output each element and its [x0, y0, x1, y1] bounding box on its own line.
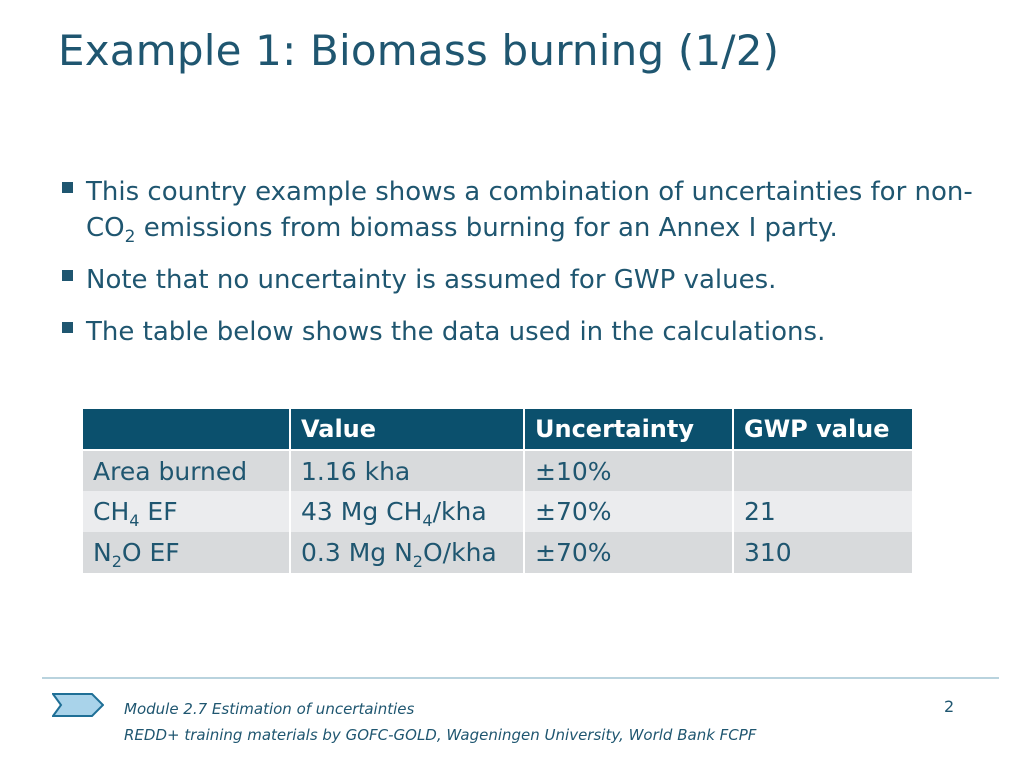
header-cell-value: Value — [290, 409, 524, 450]
bullet-item-2 — [62, 262, 1012, 298]
row-label-pre: N — [93, 538, 112, 567]
bullet-subscript: 2 — [124, 227, 136, 248]
bullet-item-1 — [62, 174, 1012, 246]
row-label-subscript: 2 — [111, 552, 122, 571]
bullet-text-pre: This country example shows a combination of uncertainties for non-CO — [86, 177, 973, 243]
table-header-row — [83, 409, 912, 450]
row-value-cell — [290, 450, 524, 491]
row-value-text: 1.16 kha — [301, 456, 411, 486]
data-table — [83, 409, 912, 573]
row-label-text: Area burned — [93, 456, 248, 486]
bullet-text: Note that no uncertainty is assumed for GWP values. — [86, 265, 777, 295]
header-cell-gwp: GWP value — [733, 409, 912, 450]
header-cell-empty — [83, 409, 290, 450]
footer-credits-line: REDD+ training materials by GOFC-GOLD, Wageningen University, World Bank FCPF — [124, 726, 757, 744]
row-label-cell — [83, 491, 290, 532]
row-uncertainty-cell: ±10% — [524, 450, 733, 491]
square-bullet-icon — [62, 322, 73, 333]
row-value-post: /kha — [432, 497, 487, 526]
table-row — [83, 532, 912, 573]
bullet-item-3 — [62, 314, 1012, 350]
table-row — [83, 491, 912, 532]
row-uncertainty-cell: ±70% — [524, 532, 733, 573]
row-value-pre: 0.3 Mg N — [301, 538, 413, 567]
bullet-text-post: emissions from biomass burning for an Annex I party. — [135, 213, 838, 243]
row-gwp-cell: 21 — [733, 491, 912, 532]
table-row — [83, 450, 912, 491]
row-label-pre: CH — [93, 497, 130, 526]
row-value-pre: 43 Mg CH — [301, 497, 423, 526]
row-label-cell — [83, 450, 290, 491]
square-bullet-icon — [62, 182, 73, 193]
footer-module-line: Module 2.7 Estimation of uncertainties — [124, 700, 415, 718]
page-number: 2 — [944, 697, 955, 716]
slide-title: Example 1: Biomass burning (1/2) — [58, 26, 780, 75]
square-bullet-icon — [62, 270, 73, 281]
row-value-subscript: 4 — [422, 511, 433, 530]
row-label-subscript: 4 — [129, 511, 140, 530]
chevron-arrow-icon — [52, 693, 104, 717]
row-gwp-cell: 310 — [733, 532, 912, 573]
row-label-post: O EF — [121, 538, 180, 567]
row-value-cell — [290, 491, 524, 532]
header-cell-uncertainty: Uncertainty — [524, 409, 733, 450]
row-value-cell — [290, 532, 524, 573]
row-uncertainty-cell: ±70% — [524, 491, 733, 532]
bullet-text: The table below shows the data used in the calculations. — [86, 317, 826, 347]
row-label-cell — [83, 532, 290, 573]
row-value-subscript: 2 — [412, 552, 423, 571]
bullet-list — [62, 174, 1012, 366]
row-label-post: EF — [139, 497, 178, 526]
footer-divider — [42, 677, 999, 679]
row-gwp-cell — [733, 450, 912, 491]
row-value-post: O/kha — [422, 538, 497, 567]
footer-text — [124, 696, 756, 748]
